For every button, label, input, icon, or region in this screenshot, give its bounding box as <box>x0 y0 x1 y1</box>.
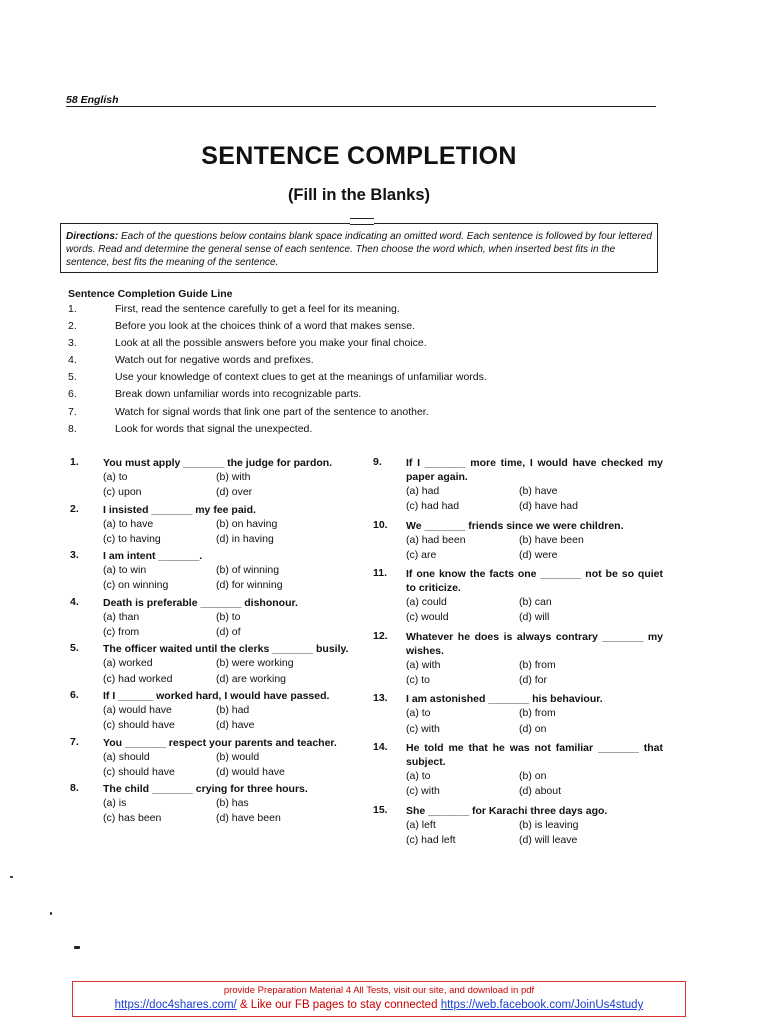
guide-item-text: Use your knowledge of context clues to get at the meanings of unfamiliar words. <box>115 371 487 384</box>
guide-item <box>68 337 658 354</box>
directions-label: Directions: <box>66 231 119 242</box>
footer-links-line <box>73 999 685 1011</box>
question-number: 13. <box>373 692 388 705</box>
answer-option: (d) for winning <box>216 579 283 592</box>
answer-option: (d) will leave <box>519 833 578 846</box>
question-number: 14. <box>373 740 388 753</box>
question-item <box>70 596 360 641</box>
question-text: I insisted _______ my fee paid. <box>103 503 256 516</box>
answer-option: (b) had <box>216 703 250 716</box>
answer-option: (c) has been <box>103 812 162 825</box>
guide-item <box>68 406 658 423</box>
facebook-link[interactable]: https://web.facebook.com/JoinUs4study <box>440 999 644 1011</box>
answer-option: (c) should have <box>103 765 175 778</box>
answer-option: (c) upon <box>103 486 142 499</box>
answer-option: (b) on <box>519 769 547 782</box>
answer-option: (a) is <box>103 797 127 810</box>
question-item <box>70 689 360 734</box>
footer-box <box>72 981 686 1017</box>
question-text: If one know the facts one _______ not be so quiet to criticize. <box>406 568 663 595</box>
question-item <box>373 804 663 849</box>
answer-option: (a) to win <box>103 564 147 577</box>
answer-option: (a) should <box>103 750 150 763</box>
answer-option: (c) had worked <box>103 672 173 685</box>
question-item <box>70 782 360 827</box>
question-number: 5. <box>70 642 79 655</box>
answer-option: (d) are working <box>216 672 287 685</box>
question-text: I am astonished _______ his behaviour. <box>406 693 603 706</box>
answer-option: (b) have been <box>519 533 584 546</box>
answer-option: (d) would have <box>216 765 285 778</box>
answer-option: (d) on <box>519 722 547 735</box>
page-header: 58 English <box>66 94 119 106</box>
answer-option: (b) would <box>216 750 260 763</box>
directions-text: Each of the questions below contains blank space indicating an omitted word. Each sentence is followed by four lettered words. Read and determine the general sense of each sentence. Then choose the word which, when inserted best fits in the sentence, best fits the meaning of the sentence. <box>66 231 652 269</box>
answer-option: (b) from <box>519 707 556 720</box>
answer-option: (a) to <box>406 707 431 720</box>
guide-item-number: 1. <box>68 303 77 315</box>
answer-option: (c) are <box>406 548 437 561</box>
guide-item-text: First, read the sentence carefully to get a feel for its meaning. <box>115 303 400 315</box>
question-item <box>70 549 360 594</box>
answer-option: (d) for <box>519 674 548 687</box>
answer-option: (a) had <box>406 485 440 497</box>
guide-list <box>68 303 658 440</box>
answer-option: (a) to <box>103 471 128 483</box>
answer-option: (a) could <box>406 596 447 609</box>
answer-option: (b) can <box>519 596 552 609</box>
answer-option: (b) of winning <box>216 564 280 577</box>
header-rule <box>66 106 656 107</box>
question-text: The child _______ crying for three hours. <box>103 783 308 796</box>
question-number: 7. <box>70 735 79 748</box>
question-item <box>373 741 663 800</box>
answer-option: (d) have <box>216 719 255 732</box>
answer-option: (c) had left <box>406 833 456 846</box>
directions-box-notch <box>350 218 374 225</box>
question-number: 12. <box>373 629 388 642</box>
question-number: 4. <box>70 595 79 608</box>
question-number: 8. <box>70 782 79 795</box>
question-item <box>70 642 360 687</box>
question-item <box>373 692 663 737</box>
guide-item <box>68 423 658 440</box>
directions-box <box>60 223 658 273</box>
answer-option: (c) had had <box>406 500 460 513</box>
guide-item <box>68 354 658 371</box>
answer-option: (d) have been <box>216 812 281 825</box>
answer-option: (d) have had <box>519 500 578 513</box>
question-number: 15. <box>373 803 388 816</box>
answer-option: (b) has <box>216 797 249 810</box>
question-text: Death is preferable _______ dishonour. <box>103 596 298 609</box>
question-item <box>373 630 663 689</box>
answer-option: (c) would <box>406 611 449 624</box>
answer-option: (d) over <box>216 486 253 499</box>
question-text: You _______ respect your parents and teacher. <box>103 736 337 749</box>
question-item <box>373 519 663 564</box>
answer-option: (b) were working <box>216 657 294 670</box>
doc4shares-link[interactable]: https://doc4shares.com/ <box>114 999 237 1011</box>
scan-speck <box>50 912 52 915</box>
guide-item <box>68 303 658 320</box>
answer-option: (c) on winning <box>103 579 169 592</box>
questions-left-column <box>70 456 360 829</box>
answer-option: (a) with <box>406 658 441 671</box>
answer-option: (c) should have <box>103 719 175 732</box>
answer-option: (b) is leaving <box>519 818 579 831</box>
guide-item-number: 4. <box>68 354 77 367</box>
question-text: Whatever he does is always contrary _______ my wishes. <box>406 630 663 657</box>
answer-option: (a) would have <box>103 703 172 716</box>
question-text: We _______ friends since we were children. <box>406 519 624 532</box>
guide-item-text: Before you look at the choices think of a word that makes sense. <box>115 320 415 333</box>
answer-option: (d) will <box>519 611 550 624</box>
question-number: 6. <box>70 688 79 701</box>
question-number: 3. <box>70 549 79 562</box>
question-text: The officer waited until the clerks _______ busily. <box>103 643 349 656</box>
answer-option: (d) about <box>519 785 562 798</box>
guide-item-number: 2. <box>68 320 77 333</box>
question-number: 1. <box>70 456 79 468</box>
answer-option: (c) to <box>406 674 430 687</box>
scan-speck <box>10 876 13 878</box>
page-subtitle: (Fill in the Blanks) <box>287 186 431 204</box>
question-item <box>373 456 663 515</box>
question-text: You must apply _______ the judge for pardon. <box>103 457 333 469</box>
question-text: She _______ for Karachi three days ago. <box>406 804 608 817</box>
answer-option: (d) of <box>216 626 241 639</box>
questions-right-column <box>373 456 663 852</box>
guide-item-text: Watch out for negative words and prefixes. <box>115 354 314 367</box>
answer-option: (a) had been <box>406 533 466 546</box>
question-number: 2. <box>70 502 79 515</box>
guide-item <box>68 388 658 405</box>
footer-promo-text: provide Preparation Material 4 All Tests, visit our site, and download in pdf <box>223 985 535 996</box>
guide-item-number: 3. <box>68 337 77 350</box>
page-title: SENTENCE COMPLETION <box>201 142 517 170</box>
answer-option: (b) on having <box>216 517 278 530</box>
guide-item-text: Look at all the possible answers before you make your final choice. <box>115 337 427 350</box>
question-number: 9. <box>373 456 382 468</box>
guide-item-text: Look for words that signal the unexpected. <box>115 422 313 435</box>
guide-item-number: 5. <box>68 371 77 384</box>
question-number: 11. <box>373 567 388 580</box>
question-text: I am intent _______. <box>103 550 203 563</box>
answer-option: (a) worked <box>103 657 153 670</box>
question-text: He told me that he was not familiar _______ that subject. <box>406 741 663 768</box>
question-item <box>373 567 663 626</box>
answer-option: (c) with <box>406 722 440 735</box>
answer-option: (d) in having <box>216 532 274 545</box>
answer-option: (a) to <box>406 769 431 782</box>
footer-middle-text: & Like our FB pages to stay connected <box>236 999 441 1011</box>
question-item <box>70 736 360 781</box>
guide-item-text: Watch for signal words that link one part of the sentence to another. <box>115 405 429 418</box>
question-number: 10. <box>373 518 388 531</box>
answer-option: (a) to have <box>103 517 154 530</box>
answer-option: (c) from <box>103 626 140 639</box>
guide-item-number: 7. <box>68 405 77 418</box>
question-item <box>70 503 360 548</box>
answer-option: (b) with <box>216 471 251 483</box>
answer-option: (a) left <box>406 818 436 831</box>
guide-item-number: 8. <box>68 422 77 435</box>
question-item <box>70 456 360 501</box>
guide-item-text: Break down unfamiliar words into recognizable parts. <box>115 388 362 401</box>
answer-option: (c) to having <box>103 532 161 545</box>
answer-option: (a) than <box>103 610 140 623</box>
answer-option: (b) have <box>519 485 558 497</box>
answer-option: (b) to <box>216 610 241 623</box>
question-text: If I ______ worked hard, I would have passed. <box>103 689 330 702</box>
scan-speck <box>74 946 80 949</box>
guide-item <box>68 320 658 337</box>
question-text: If I _______ more time, I would have checked my paper again. <box>406 457 663 483</box>
guide-title: Sentence Completion Guide Line <box>68 288 233 300</box>
answer-option: (c) with <box>406 785 440 798</box>
answer-option: (b) from <box>519 658 556 671</box>
answer-option: (d) were <box>519 548 558 561</box>
guide-item-number: 6. <box>68 388 77 401</box>
guide-item <box>68 371 658 388</box>
